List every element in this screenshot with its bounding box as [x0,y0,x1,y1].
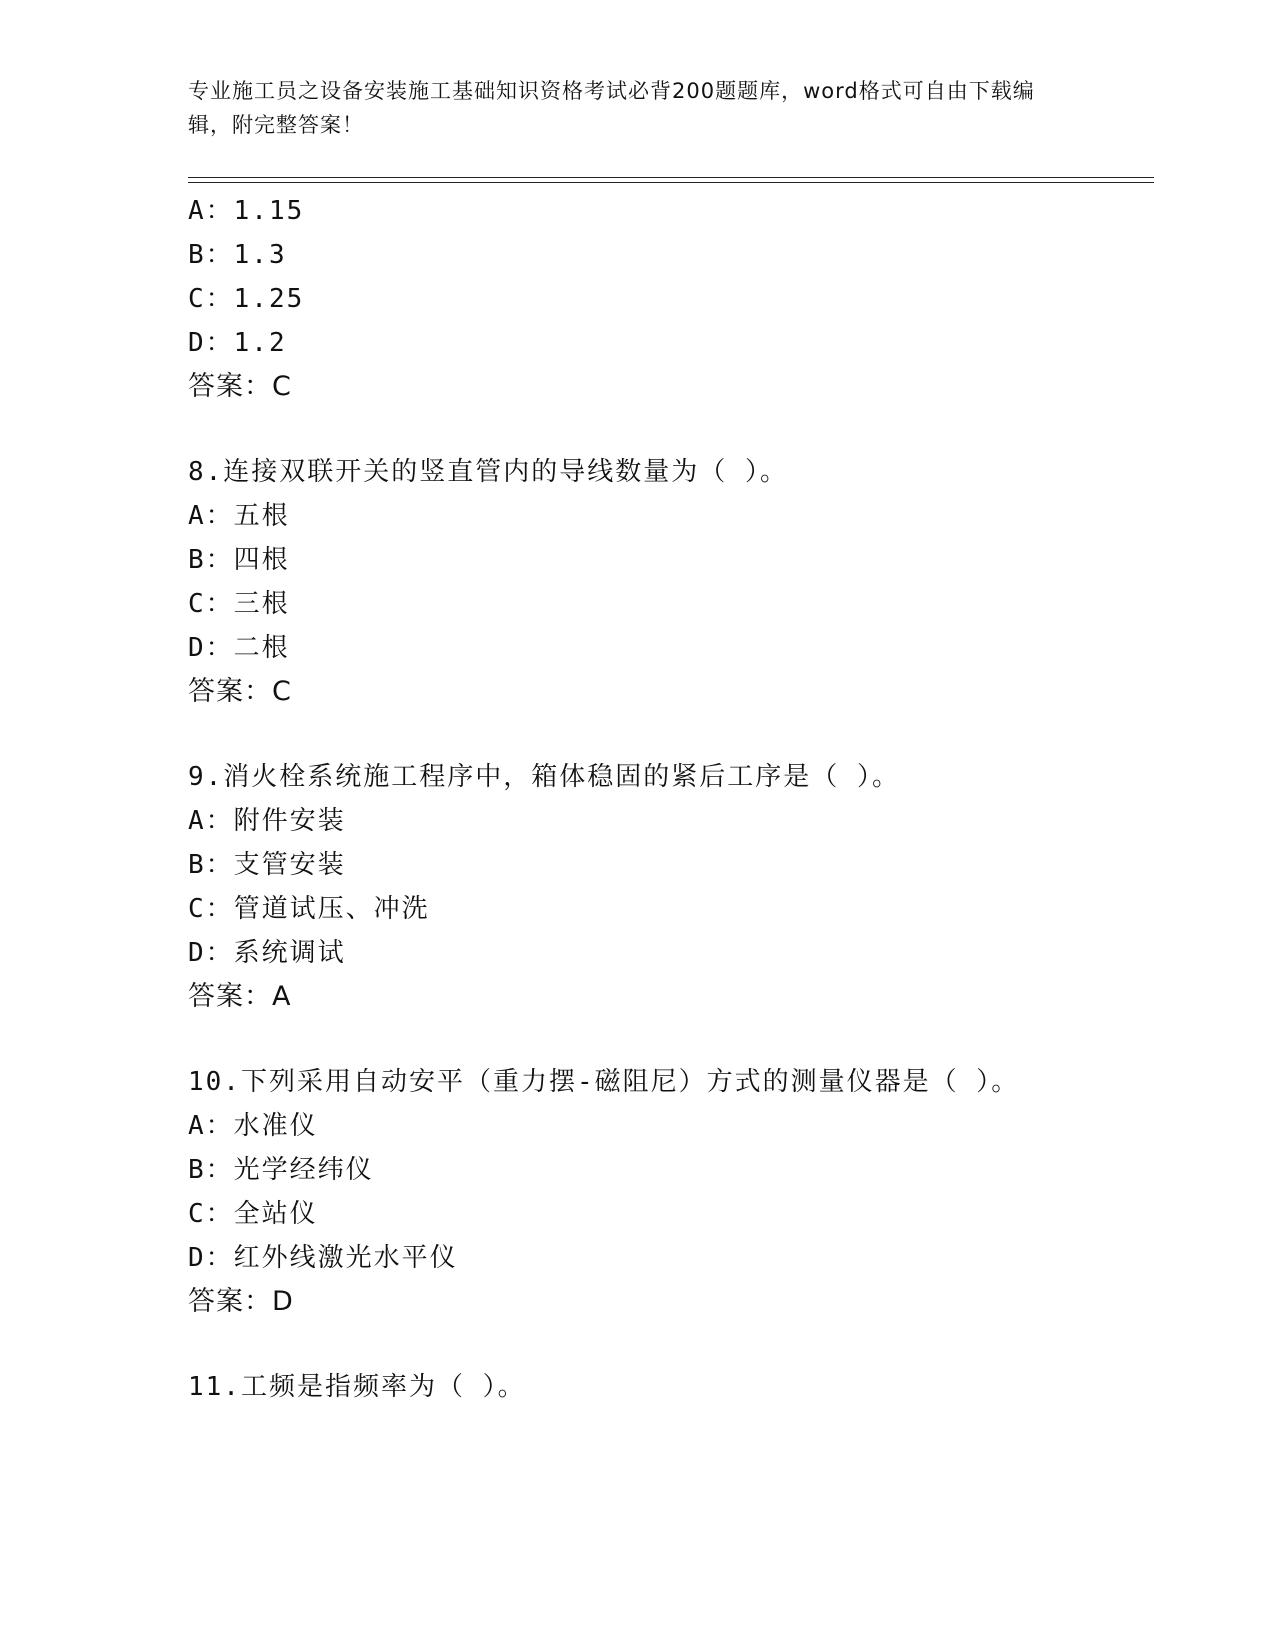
q7-option-d: D：1.2 [188,328,287,358]
q10-option-c: C：全站仪 [188,1199,318,1229]
q10-option-a: A：水准仪 [188,1111,318,1141]
q9-option-d: D：系统调试 [188,938,346,968]
document-header: 专业施工员之设备安装施工基础知识资格考试必背200题题库，word格式可自由下载编辑，附完整答案！ [188,79,1035,137]
header-rule-second [188,182,1154,183]
q9-stem: 9.消火栓系统施工程序中，箱体稳固的紧后工序是（ ）。 [188,762,900,792]
header-rule [188,177,1154,178]
q10-option-d: D：红外线激光水平仪 [188,1243,458,1273]
q8-option-d: D：二根 [188,633,290,663]
q7-option-b: B：1.3 [188,240,287,270]
q9-option-c: C：管道试压、冲洗 [188,894,430,924]
q7-option-c: C：1.25 [188,284,305,314]
q9-option-a: A：附件安装 [188,806,346,836]
q8-stem: 8.连接双联开关的竖直管内的导线数量为（ ）。 [188,457,788,487]
q8-option-c: C：三根 [188,589,290,619]
q8-option-a: A：五根 [188,501,290,531]
q9-option-b: B：支管安装 [188,850,346,880]
q10-option-b: B：光学经纬仪 [188,1155,374,1185]
q11-stem: 11.工频是指频率为（ ）。 [188,1372,526,1402]
q7-answer: 答案：C [188,371,292,402]
q9-answer: 答案：A [188,981,292,1012]
q10-answer: 答案：D [188,1286,294,1317]
q10-stem: 10.下列采用自动安平（重力摆-磁阻尼）方式的测量仪器是（ ）。 [188,1067,1020,1097]
q7-option-a: A：1.15 [188,196,305,226]
q8-answer: 答案：C [188,676,292,707]
q8-option-b: B：四根 [188,545,290,575]
